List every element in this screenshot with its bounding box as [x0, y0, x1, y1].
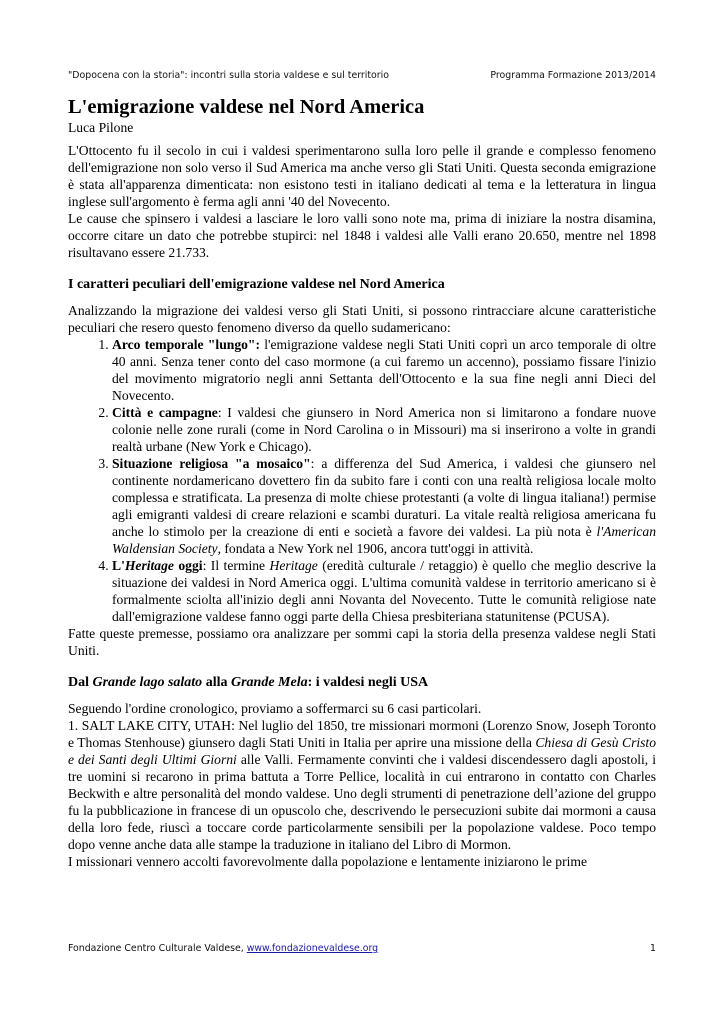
intro-paragraph-1: L'Ottocento fu il secolo in cui i valdesi sperimentarono sulla loro pelle il grande e complesso fenomeno dell'emigrazione non solo verso il Sud America ma anche verso gli Stati Uniti. Questa seconda emigrazione è stata all'apparenza dimenticata: non esistono testi in italiano dedicati al tema e la letteratura in lingua inglese sull'argomento è ferma agli anni '40 del Novecento.	[68, 143, 656, 209]
list-item: 2. Città e campagne: I valdesi che giunsero in Nord America non si limitarono a fondare nuove colonie nelle zone rurali (come in Nord Carolina o in Missouri) ma si inserirono a volte in grandi realtà urbane (New York e Chicago).	[112, 404, 656, 455]
section2-paragraph-3: I missionari vennero accolti favorevolmente dalla popolazione e lentamente iniziarono le prime	[68, 854, 588, 869]
list-item: 3. Situazione religiosa "a mosaico": a differenza del Sud America, i valdesi che giunsero nel continente nordamericano dovettero fin da subito fare i conti con una realtà religiosa locale molto complessa e stratificata. La presenza di molte chiese protestanti (a volte di lingua italiana!) permise agli emigranti valdesi di creare relazioni e scambi duraturi. La vitale realtà religiosa americana fu anche lo stimolo per la creazione di enti e società a favore dei valdesi. La più nota è l'American Waldensian Society, fondata a New York nel 1906, ancora tutt'oggi in attività.	[112, 455, 656, 557]
characteristics-list	[68, 336, 656, 625]
author: Luca Pilone	[68, 120, 134, 135]
list-item: 1. Arco temporale "lungo": l'emigrazione valdese negli Stati Uniti coprì un arco temporale di oltre 40 anni. Senza tener conto del caso mormone (a cui faremo un accenno), possiamo fissare l'inizio del movimento migratorio negli anni Settanta dell'Ottocento e la sua fine negli anni Dieci del Novecento.	[112, 336, 656, 404]
document-title: L'emigrazione valdese nel Nord America	[68, 96, 425, 118]
section-heading-characters: I caratteri peculiari dell'emigrazione valdese nel Nord America	[68, 277, 445, 292]
page-number: 1	[650, 943, 656, 954]
section2-paragraph-2: 1. SALT LAKE CITY, UTAH: Nel luglio del 1850, tre missionari mormoni (Lorenzo Snow, Joseph Toronto e Thomas Stenhouse) giunsero dagli Stati Uniti in Italia per aprire una missione della Chiesa di Gesù Cristo e dei Santi degli Ultimi Giorni alle Valli. Fermamente convinti che i valdesi discendessero dagli apostoli, i tre uomini si recarono in prima battuta a Torre Pellice, località in cui entrarono in contatto con Charles Beckwith e altre personalità del mondo valdese. Uno degli strumenti di penetrazione dell’azione del gruppo fu la pubblicazione in francese di un opuscolo che, descrivendo le persecuzioni subite dai mormoni a causa della loro fede, riuscì a toccare corde particolarmente sensibili per la popolazione valdese. Poco tempo dopo venne anche data alle stampe la traduzione in italiano del Libro di Mormon.	[68, 718, 656, 852]
section-heading-usa: Dal Grande lago salato alla Grande Mela: i valdesi negli USA	[68, 675, 429, 690]
intro-paragraph-2: Le cause che spinsero i valdesi a lasciare le loro valli sono note ma, prima di iniziare la nostra disamina, occorre citare un dato che potrebbe stupirci: nel 1848 i valdesi alle Valli erano 20.650, mentre nel 1898 risultavano essere 21.733.	[68, 211, 656, 260]
footer-link[interactable]: www.fondazionevaldese.org	[246, 943, 379, 954]
section1-closing: Fatte queste premesse, possiamo ora analizzare per sommi capi la storia della presenza valdese negli Stati Uniti.	[68, 626, 656, 658]
section2-paragraph-1: Seguendo l'ordine cronologico, proviamo a soffermarci su 6 casi particolari.	[68, 701, 482, 716]
list-item: 4. L'Heritage oggi: Il termine Heritage (eredità culturale / retaggio) è quello che meglio descrive la situazione dei valdesi in Nord America oggi. L'ultima comunità valdese in territorio americano si è formalmente sciolta all'inizio degli anni Novanta del Novecento. Tutte le comunità religiose nate dall'emigrazione valdese fanno oggi parte della Chiesa presbiteriana statunitense (PCUSA).	[112, 557, 656, 625]
header-program: Programma Formazione 2013/2014	[490, 70, 656, 81]
page-header	[68, 70, 656, 84]
section1-lead: Analizzando la migrazione dei valdesi verso gli Stati Uniti, si possono rintracciare alcune caratteristiche peculiari che resero questo fenomeno diverso da quello sudamericano:	[68, 303, 656, 335]
footer-text: Fondazione Centro Culturale Valdese, www.fondazionevaldese.org	[68, 943, 379, 954]
document-body	[68, 95, 656, 870]
header-series-title: "Dopocena con la storia": incontri sulla storia valdese e sul territorio	[68, 70, 389, 81]
